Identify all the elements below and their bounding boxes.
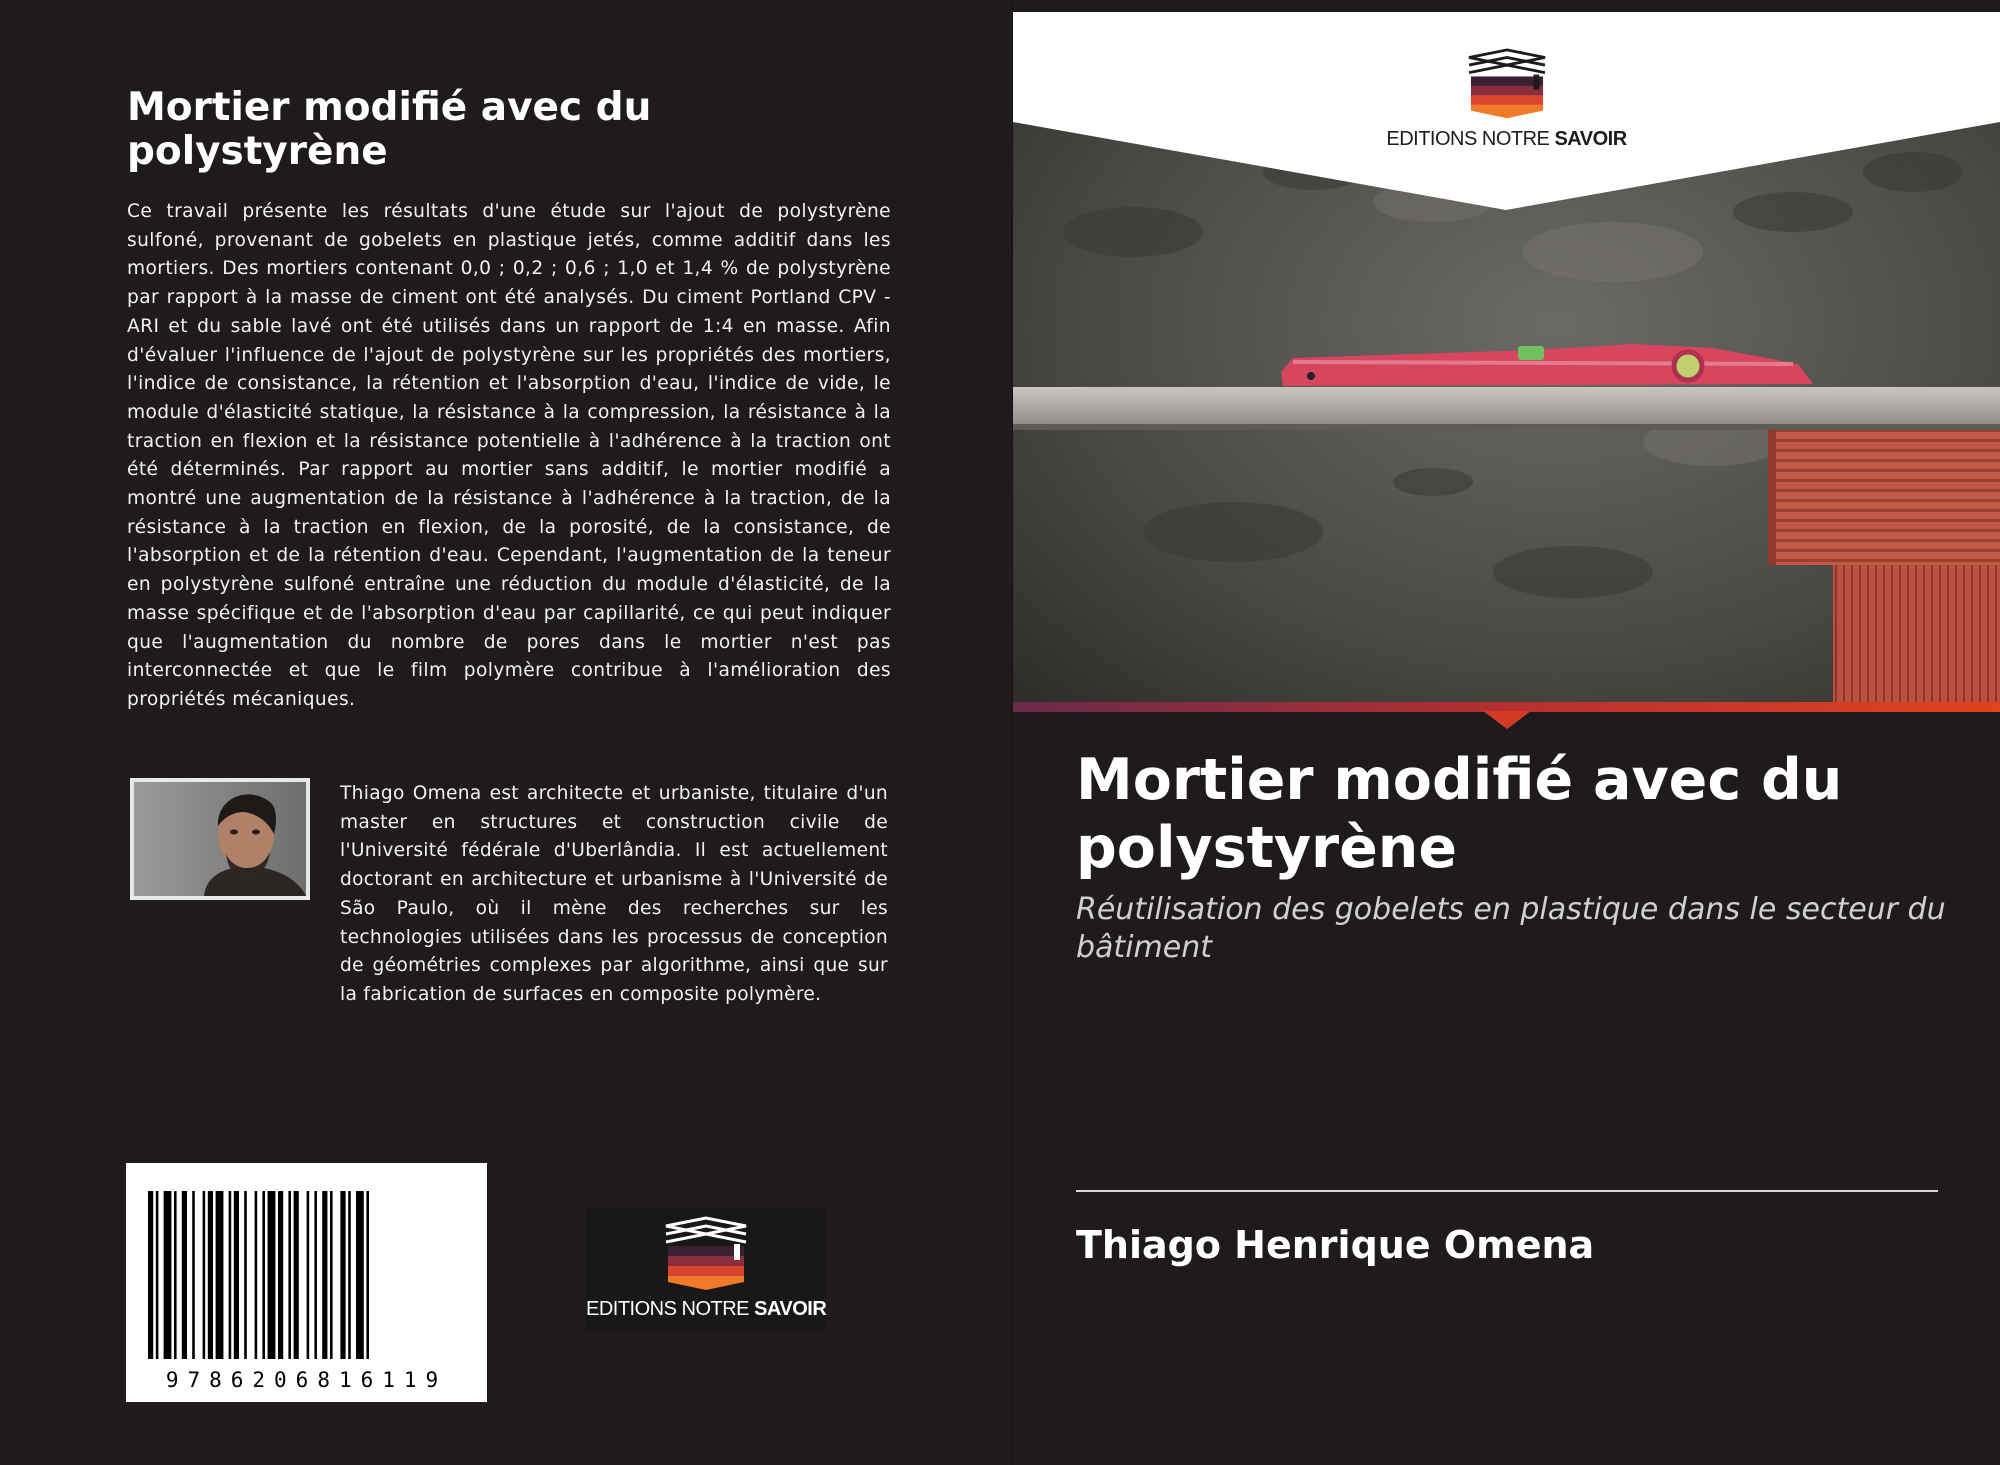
front-cover-author: Thiago Henrique Omena: [1076, 1223, 1595, 1267]
barcode-bar: [174, 1191, 177, 1359]
publisher-prefix: EDITIONS NOTRE: [586, 1298, 755, 1320]
barcode-bar: [182, 1191, 187, 1359]
barcode-bar: [268, 1191, 276, 1359]
author-portrait-image: [134, 782, 306, 896]
front-cover: [1013, 0, 2000, 1465]
barcode-bar: [340, 1191, 345, 1359]
book-stack-icon: [1459, 48, 1555, 122]
barcode-bar: [148, 1191, 153, 1359]
author-photo: [130, 778, 310, 900]
barcode-bar: [216, 1191, 224, 1359]
barcode-bar: [229, 1191, 232, 1359]
publisher-prefix: EDITIONS NOTRE: [1386, 128, 1555, 150]
cover-photo: [1013, 12, 2000, 704]
barcode-bar: [366, 1191, 369, 1359]
front-cover-subtitle: Réutilisation des gobelets en plastique dans le secteur du bâtiment: [1076, 892, 1946, 965]
barcode-bar: [262, 1191, 265, 1359]
barcode-bar: [278, 1191, 283, 1359]
publisher-bold: SAVOIR: [754, 1298, 827, 1320]
barcode-bar: [255, 1191, 258, 1359]
publisher-name-back: [586, 1298, 826, 1321]
barcode-bar: [203, 1191, 206, 1359]
barcode-bar: [307, 1191, 310, 1359]
isbn-digits: 9786206816119: [165, 1368, 448, 1392]
publisher-name-front: [1013, 128, 2000, 151]
publisher-bold: SAVOIR: [1554, 128, 1627, 150]
publisher-logo-front: [1013, 48, 2000, 151]
barcode-bar: [356, 1191, 364, 1359]
book-stack-icon: [656, 1216, 756, 1294]
barcode-bar: [348, 1191, 351, 1359]
front-cover-title: Mortier modifié avec du polystyrène: [1076, 747, 1843, 881]
barcode-bar: [288, 1191, 291, 1359]
author-bio: Thiago Omena est architecte et urbaniste, titulaire d'un master en structures et construction civile de l'Université fédérale d'Uberlândia. Il est actuellement doctorant en architecture et urbanisme à l'Université de São Paulo, où il mène des recherches sur les technologies utilisées dans les processus de conception de géométries complexes par algorithme, ainsi que sur la fabrication de surfaces en composite polymère.: [340, 783, 888, 1005]
barcode-bar: [164, 1191, 172, 1359]
divider: [1076, 1190, 1938, 1192]
back-cover-title: Mortier modifié avec du polystyrène: [127, 85, 652, 174]
barcode-bar: [156, 1191, 159, 1359]
barcode-bar: [244, 1191, 247, 1359]
barcode-bar: [322, 1191, 327, 1359]
isbn-barcode: [126, 1163, 487, 1402]
barcode-bar: [234, 1191, 239, 1359]
barcode-bar: [208, 1191, 213, 1359]
barcode-bar: [330, 1191, 333, 1359]
barcode-bar: [294, 1191, 299, 1359]
barcode-bar: [192, 1191, 195, 1359]
barcode-bar: [314, 1191, 317, 1359]
accent-notch: [1483, 711, 1531, 729]
barcode-bars: [126, 1163, 487, 1402]
back-cover-abstract: Ce travail présente les résultats d'une étude sur l'ajout de polystyrène sulfoné, provenant de gobelets en plastique jetés, comme additif dans les mortiers. Des mortiers contenant 0,0 ; 0,2 ; 0,6 ; 1,0 et 1,4 % de polystyrène par rapport à la masse de ciment ont été analysés. Du ciment Portland CPV - ARI et du sable lavé ont été utilisés dans un rapport de 1:4 en masse. Afin d'évaluer l'influence de l'ajout de polystyrène sur les propriétés des mortiers, l'indice de consistance, la rétention et l'absorption d'eau, l'indice de vide, le module d'élasticité statique, la résistance à la compression, la résistance à la traction en flexion et la résistance potentielle à l'adhérence à la traction ont été déterminés. Par rapport au mortier sans additif, le mortier modifié a montré une augmentation de la résistance à l'adhérence à la traction, de la résistance à la traction en flexion, de la porosité, de la consistance, de l'absorption et de la rétention d'eau. Cependant, l'augmentation de la teneur en polystyrène sulfoné entraîne une réduction du module d'élasticité, de la masse spécifique et de l'absorption d'eau par capillarité, ce qui peut indiquer que l'augmentation du nombre de pores dans le mortier n'est pas interconnectée et que le film polymère contribue à l'amélioration des propriétés mécaniques.: [127, 201, 891, 710]
publisher-logo-back: [586, 1208, 826, 1332]
